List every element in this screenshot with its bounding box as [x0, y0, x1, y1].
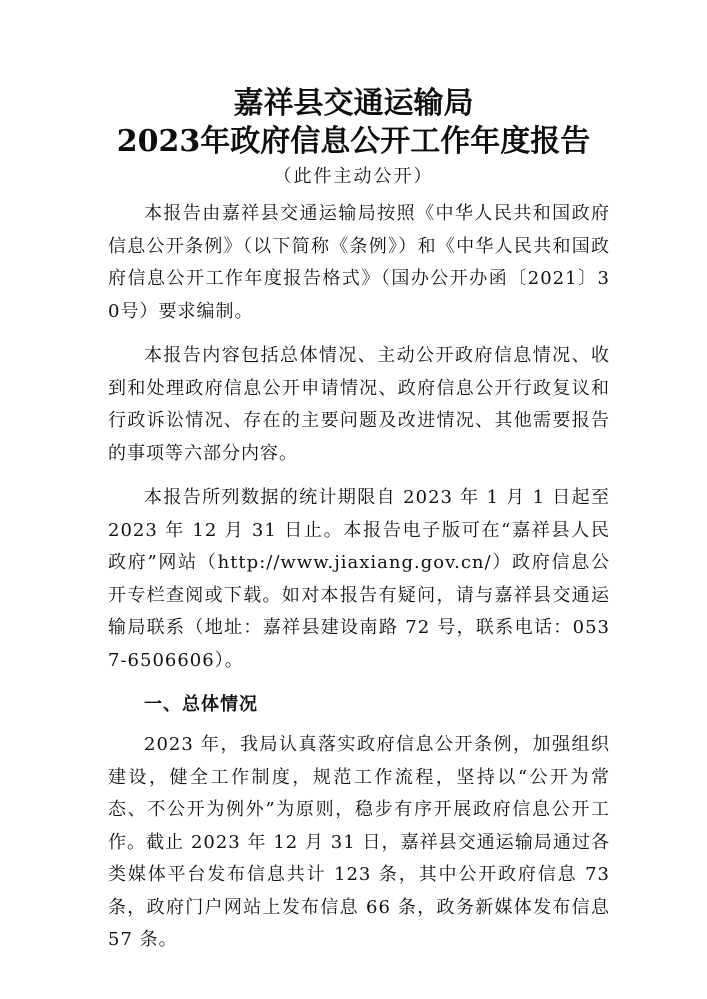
statistics-period-paragraph: 本报告所列数据的统计期限自 2023 年 1 月 1 日起至 2023 年 12 月 31 日止。本报告电子版可在“嘉祥县人民政府”网站（http://www.jiaxiang.gov.cn/）政府信息公开专栏查阅或下载。如对本报告有疑问，请与嘉祥县交通运输局联系（地址：嘉祥县建设南路 72 号，联系电话：0537-6506606）。 [108, 487, 610, 671]
disclosure-note: （此件主动公开） [273, 166, 434, 187]
content-scope-paragraph: 本报告内容包括总体情况、主动公开政府信息情况、收到和处理政府信息公开申请情况、政府信息公开行政复议和行政诉讼情况、存在的主要问题及改进情况、其他需要报告的事项等六部分内容。 [108, 345, 610, 464]
document-title-line2: 2023年政府信息公开工作年度报告 [116, 124, 591, 159]
overview-paragraph: 2023 年，我局认真落实政府信息公开条例，加强组织建设，健全工作制度，规范工作流程，坚持以“公开为常态、不公开为例外”为原则，稳步有序开展政府信息公开工作。截止 2023 年 12 月 31 日，嘉祥县交通运输局通过各类媒体平台发布信息共计 123 条，其中公开政府信息 73 条，政府门户网站上发布信息 66 条，政务新媒体发布信息 57 条。 [108, 734, 610, 950]
document-title-line1: 嘉祥县交通运输局 [233, 86, 474, 121]
section-heading-overview: 一、总体情况 [144, 694, 258, 715]
intro-paragraph: 本报告由嘉祥县交通运输局按照《中华人民共和国政府信息公开条例》（以下简称《条例》）和《中华人民共和国政府信息公开工作年度报告格式》（国办公开办函〔2021〕30号）要求编制。 [108, 203, 610, 322]
document-body [108, 198, 610, 969]
